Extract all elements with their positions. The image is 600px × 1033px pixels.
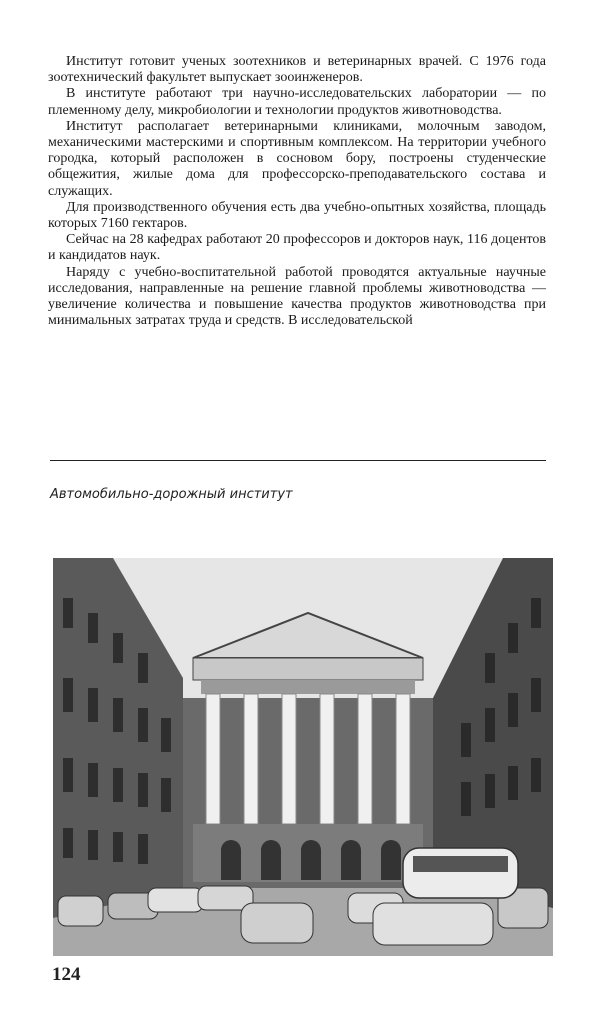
paragraph: Наряду с учебно-воспитательной работой проводятся актуальные научные исследования, направленные на решение главной проблемы животноводства — увеличение количества и повышение качества продуктов животноводства при минимальных затратах труда и средств. В исследовательской: [48, 264, 546, 329]
photo-caption: Автомобильно-дорожный институт: [50, 487, 293, 502]
bus: [403, 848, 518, 898]
entablature: [193, 658, 423, 680]
paragraph: Для производственного обучения есть два учебно-опытных хозяйства, площадь которых 7160 гектаров.: [48, 199, 546, 232]
page-number: 124: [52, 964, 81, 985]
paragraph: Сейчас на 28 кафедрах работают 20 профессоров и докторов наук, 116 доцентов и кандидатов наук.: [48, 232, 546, 264]
building-illustration: [53, 558, 553, 956]
institute-photo: [53, 558, 553, 956]
paragraph: Институт готовит ученых зоотехников и ветеринарных врачей. С 1976 года зоотехнический факультет выпускает зооинженеров.: [48, 54, 546, 86]
paragraph: В институте работают три научно-исследовательских лаборатории — по племенному делу, микробиологии и технологии продуктов животноводства.: [48, 86, 546, 118]
frieze: [201, 680, 415, 694]
body-text: [48, 54, 546, 329]
section-divider: [50, 460, 546, 461]
paragraph: Институт располагает ветеринарными клиниками, молочным заводом, механическими мастерскими и спортивным комплексом. На территории учебного городка, который расположен в сосновом бору, построены студенческие общежития, жилые дома для профессорско-преподавательского состава и служащих.: [48, 118, 546, 199]
